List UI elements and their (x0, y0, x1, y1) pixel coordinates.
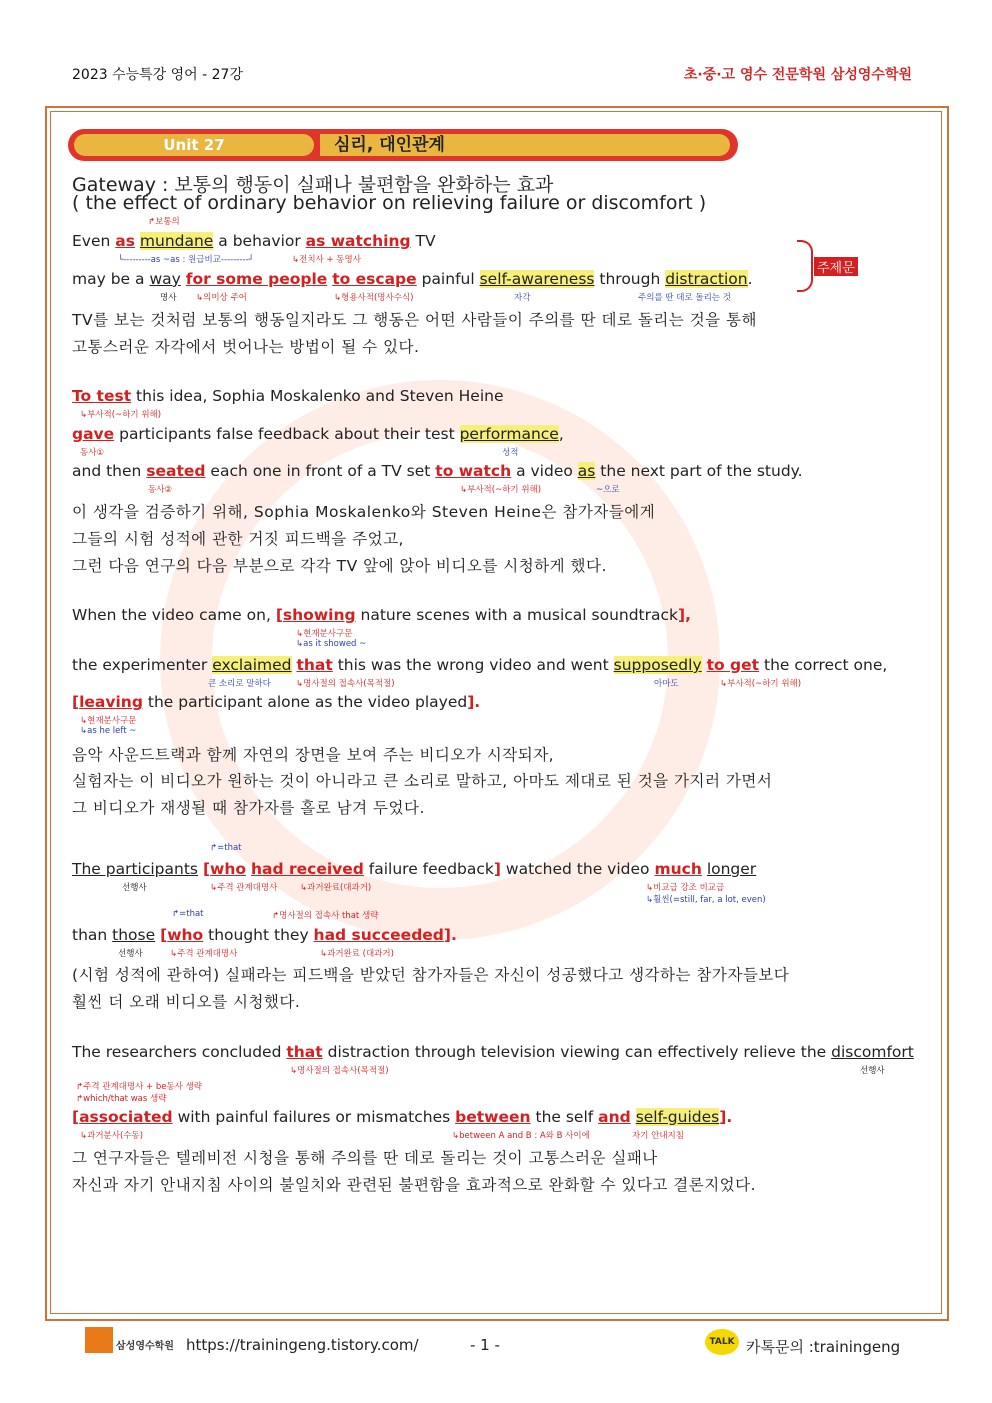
unit-topic: 심리, 대인관계 (320, 134, 730, 156)
text: TV (410, 232, 436, 250)
text: , (558, 425, 564, 443)
blog-link[interactable]: https://trainingeng.tistory.com/ (186, 1336, 419, 1354)
key-word: to watch (435, 462, 512, 480)
bracket: [ (160, 926, 168, 944)
academy-logo-text: 삼성영수학원 (116, 1341, 174, 1352)
text: the participant alone as the video played (142, 693, 468, 711)
text: distraction through television viewing can effectively relieve the (322, 1043, 832, 1061)
sentence-5-korean-1: 그 연구자들은 텔레비전 시청을 통해 주의를 딴 데로 돌리는 것이 고통스러운 실패나 (72, 1149, 658, 1167)
annotation: ↳명사절의 접속사(목적절) (296, 679, 395, 689)
text: thought they (203, 926, 314, 944)
key-word: way (149, 270, 181, 288)
annotation: ↳형용사적(명사수식) (334, 293, 414, 303)
key-word: gave (72, 425, 115, 443)
text: . (747, 270, 753, 288)
highlight-word: mundane (139, 232, 214, 250)
academy-logo-icon (85, 1327, 113, 1353)
bracket: ]. (443, 926, 457, 944)
header-title: 2023 수능특강 영어 - 27강 (72, 67, 243, 83)
annotation: ↳부사적(~하기 위해) (460, 485, 542, 495)
annotation: 자각 (514, 293, 531, 303)
sentence-4-line-1 (72, 860, 756, 878)
text: The researchers concluded (72, 1043, 287, 1061)
key-word: much (654, 860, 702, 878)
sentence-4-korean-2: 훨씬 더 오래 비디오를 시청했다. (72, 993, 301, 1011)
annotation: ↳의미상 주어 (196, 293, 247, 303)
annotation: ↱=that (172, 909, 204, 919)
text: participants false feedback about their test (114, 425, 460, 443)
text (631, 1108, 636, 1126)
sentence-2-korean-3: 그런 다음 연구의 다음 부분으로 각각 TV 앞에 앉아 비디오를 시청하게 했다. (72, 557, 607, 575)
key-word: discomfort (831, 1043, 914, 1061)
key-word: and (598, 1108, 631, 1126)
annotation: ↱보통의 (148, 217, 180, 227)
text: When the video came on, (72, 606, 276, 624)
sentence-3-korean-2: 실험자는 이 비디오가 원하는 것이 아니라고 큰 소리로 말하고, 아마도 제대로 된 것을 가지러 가면서 (72, 772, 773, 790)
key-word: had succeeded (313, 926, 444, 944)
highlight-word: as (577, 462, 596, 480)
key-word: as (115, 232, 135, 250)
annotation: 선행사 (118, 949, 143, 959)
annotation: ↳명사절의 접속사(목적절) (290, 1066, 389, 1076)
bracket: [ (275, 606, 283, 624)
key-word: who (167, 926, 204, 944)
annotation: 성적 (502, 448, 519, 458)
theme-label: 주제문 (814, 257, 858, 276)
key-word: that (296, 656, 333, 674)
text: the self (530, 1108, 599, 1126)
sentence-2-korean-1: 이 생각을 검증하기 위해, Sophia Moskalenko와 Steven Heine은 참가자들에게 (72, 503, 656, 521)
sentence-5-korean-2: 자신과 자기 안내지침 사이의 불일치와 관련된 불편함을 효과적으로 완화할 수 있다고 결론지었다. (72, 1176, 757, 1194)
sentence-1-korean-2: 고통스러운 자각에서 벗어나는 방법이 될 수 있다. (72, 338, 420, 356)
annotation: ↳부사적(~하기 위해) (720, 679, 802, 689)
text: nature scenes with a musical soundtrack (355, 606, 679, 624)
text: a video (511, 462, 578, 480)
sentence-4-line-2 (72, 926, 457, 944)
text: the correct one, (759, 656, 888, 674)
highlight-word: self-guides (635, 1108, 720, 1126)
gateway-english: ( the effect of ordinary behavior on relieving failure or discomfort ) (72, 192, 707, 214)
bracket: [ (72, 1108, 80, 1126)
annotation: 큰 소리로 말하다 (208, 679, 271, 689)
text: Even (72, 232, 116, 250)
text: painful (416, 270, 480, 288)
text: with painful failures or mismatches (172, 1108, 456, 1126)
text: failure feedback (363, 860, 494, 878)
annotation: ~으로 (596, 485, 620, 495)
annotation: ↱명사절의 접속사 that 생략 (272, 911, 379, 921)
text: watched the video (500, 860, 655, 878)
text: a behavior (213, 232, 306, 250)
key-word: The participants (72, 860, 198, 878)
key-word: associated (79, 1108, 173, 1126)
key-word: who (210, 860, 247, 878)
annotation: 명사 (160, 293, 177, 303)
sentence-3-line-2 (72, 656, 887, 674)
bracket: ]. (467, 693, 481, 711)
text: than (72, 926, 113, 944)
annotation: 동사② (148, 485, 173, 495)
text: and then (72, 462, 147, 480)
sentence-3-line-1 (72, 606, 691, 624)
key-word: for some people (185, 270, 328, 288)
annotation: ↳전치사 + 동명사 (292, 255, 361, 265)
annotation: 아마도 (654, 679, 679, 689)
sentence-1-line-1 (72, 232, 436, 250)
bracket: ], (678, 606, 691, 624)
annotation: 선행사 (860, 1066, 885, 1076)
text: may be a (72, 270, 150, 288)
sentence-5-line-2 (72, 1108, 732, 1126)
key-word: longer (706, 860, 757, 878)
text: this was the wrong video and went (332, 656, 614, 674)
key-word: showing (282, 606, 356, 624)
sentence-1-korean-1: TV를 보는 것처럼 보통의 행동일지라도 그 행동은 어떤 사람들이 주의를 딴 데로 돌리는 것을 통해 (72, 311, 758, 329)
annotation: ↳주격 관계대명사 (170, 949, 238, 959)
key-word: to escape (332, 270, 417, 288)
text: the next part of the study. (595, 462, 803, 480)
highlight-word: exclaimed (212, 656, 292, 674)
annotation: ↳as it showed ~ (296, 639, 367, 649)
key-word: seated (146, 462, 206, 480)
sentence-4-korean-1: (시험 성적에 관하여) 실패라는 피드백을 받았던 참가자들은 자신이 성공했다고 생각하는 참가자들보다 (72, 966, 790, 984)
annotation: ↳between A and B : A와 B 사이에 (452, 1131, 590, 1141)
key-word: To test (72, 387, 132, 405)
annotation: ↳훨씬(=still, far, a lot, even) (646, 895, 766, 905)
key-word: leaving (79, 693, 143, 711)
sentence-3-line-3 (72, 693, 480, 711)
key-word: that (286, 1043, 323, 1061)
annotation: ↳부사적(~하기 위해) (80, 410, 162, 420)
key-word: between (455, 1108, 531, 1126)
highlight-word: performance (459, 425, 559, 443)
key-word: to get (706, 656, 760, 674)
annotation: ↳비교급 강조 비교급 (646, 883, 725, 893)
highlight-word: supposedly (613, 656, 702, 674)
sentence-2-line-3 (72, 462, 803, 480)
sentence-3-korean-3: 그 비디오가 재생될 때 참가자를 홀로 남겨 두었다. (72, 799, 425, 817)
annotation: ↳현재분사구문 (296, 629, 353, 639)
kakao-contact: 카톡문의 :trainingeng (746, 1338, 901, 1356)
annotation: ↳과거분사(수동) (80, 1131, 144, 1141)
annotation: 자기 안내지침 (632, 1131, 684, 1141)
highlight-word: self-awareness (479, 270, 595, 288)
text: each one in front of a TV set (205, 462, 436, 480)
theme-brace (797, 240, 813, 292)
sentence-1-line-2 (72, 270, 753, 288)
bracket: ]. (719, 1108, 733, 1126)
kakao-talk-icon: TALK (705, 1329, 739, 1355)
annotation: ↳주격 관계대명사 (210, 883, 278, 893)
annotation: 선행사 (122, 883, 147, 893)
annotation: 동사① (80, 448, 105, 458)
text: the experimenter (72, 656, 213, 674)
annotation: ↳현재분사구문 (80, 716, 137, 726)
sentence-3-korean-1: 음악 사운드트랙과 함께 자연의 장면을 보여 주는 비디오가 시작되자, (72, 746, 555, 764)
annotation: ↳과거완료 (대과거) (320, 949, 394, 959)
sentence-2-korean-2: 그들의 시험 성적에 관한 거짓 피드백을 주었고, (72, 530, 404, 548)
annotation: 주의를 딴 데로 돌리는 것 (638, 293, 731, 303)
annotation: └---------as ~as : 원급비교---------┘ (118, 255, 254, 265)
text: this idea, Sophia Moskalenko and Steven Heine (131, 387, 504, 405)
text: through (594, 270, 666, 288)
key-word: had received (250, 860, 364, 878)
unit-banner (68, 129, 738, 161)
annotation: ↱=that (210, 843, 242, 853)
sentence-5-line-1 (72, 1043, 914, 1061)
gateway-korean: Gateway : 보통의 행동이 실패나 불편함을 완화하는 효과 (72, 174, 554, 196)
annotation: ↱주격 관계대명사 + be동사 생략 (76, 1082, 202, 1092)
sentence-2-line-1 (72, 387, 504, 405)
unit-label: Unit 27 (74, 134, 314, 156)
bracket: [ (202, 860, 211, 878)
annotation: ↱which/that was 생략 (76, 1094, 167, 1104)
annotation: ↳as he left ~ (80, 726, 137, 736)
annotation: ↳과거완료(대과거) (300, 883, 372, 893)
bracket: [ (72, 693, 80, 711)
key-word: as watching (305, 232, 411, 250)
highlight-word: distraction (665, 270, 748, 288)
bracket: ] (493, 860, 501, 878)
page-number: - 1 - (470, 1336, 500, 1354)
header-academy: 초·중·고 영수 전문학원 삼성영수학원 (683, 67, 912, 83)
sentence-2-line-2 (72, 425, 564, 443)
key-word: those (112, 926, 156, 944)
